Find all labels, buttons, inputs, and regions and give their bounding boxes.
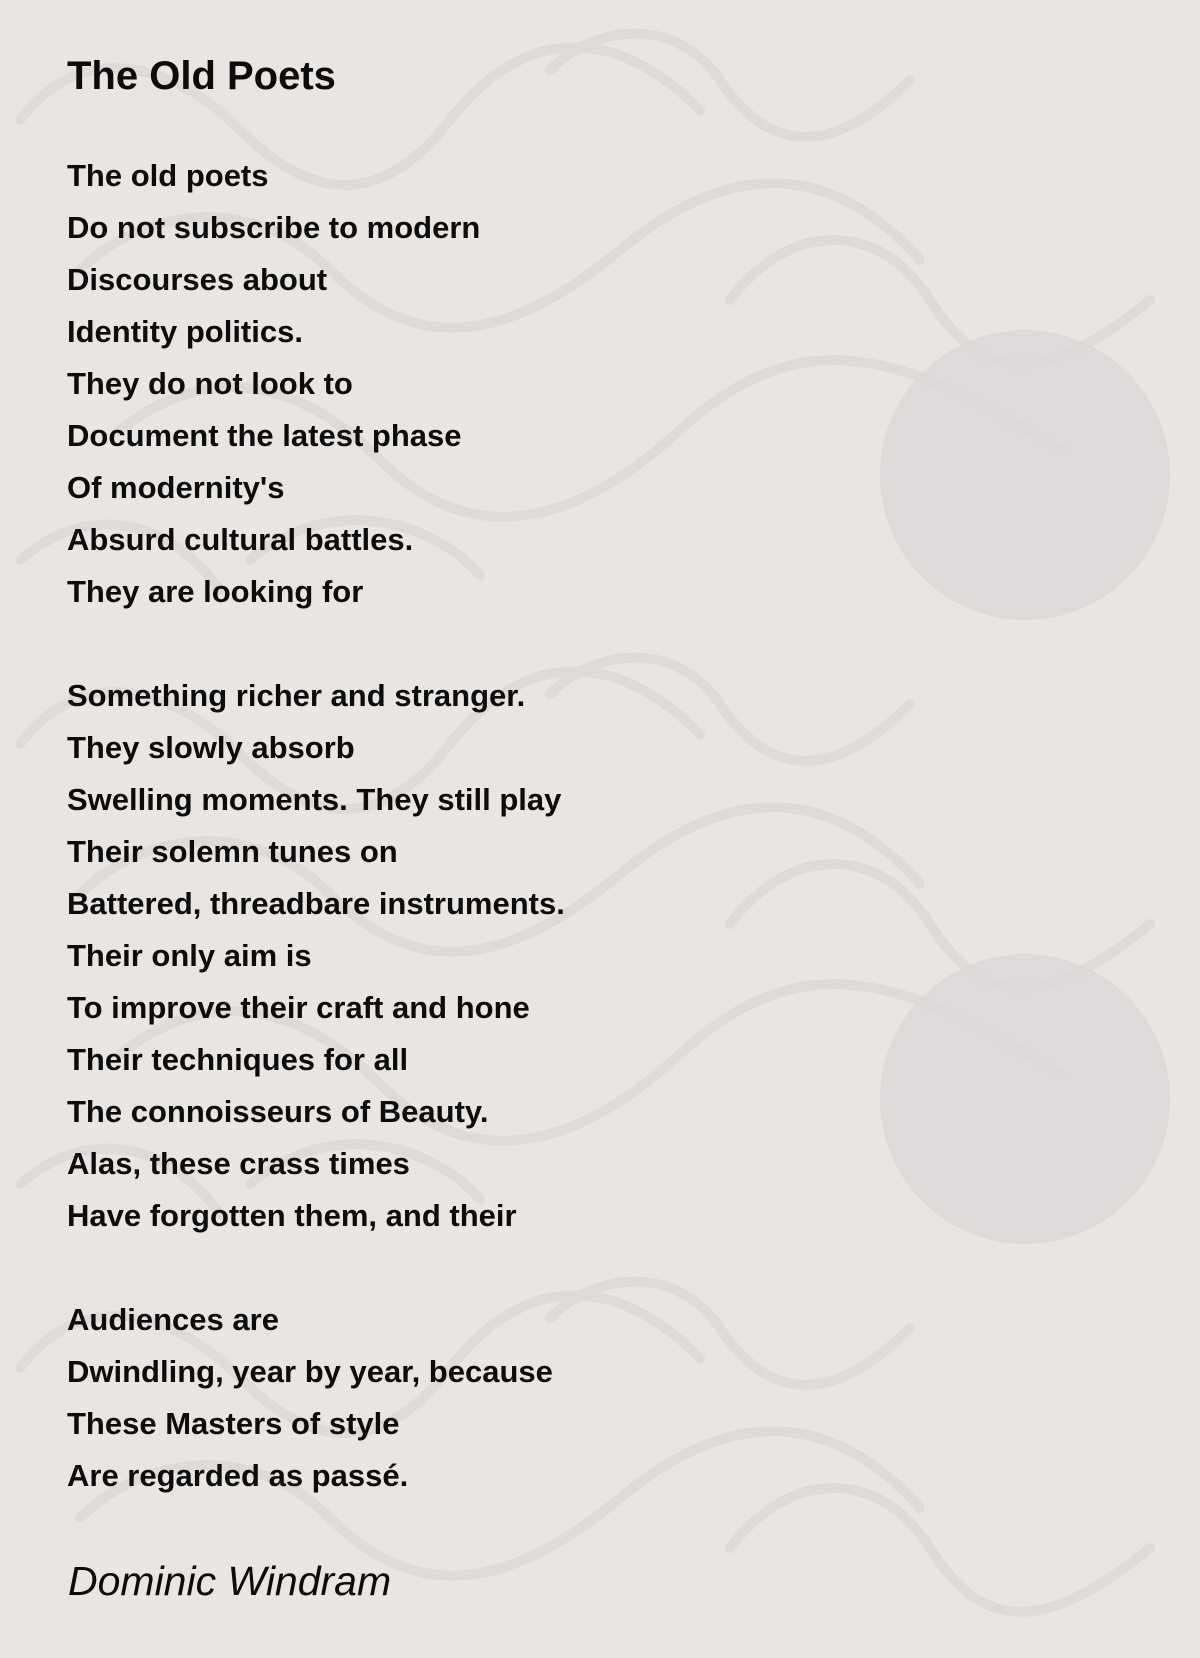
- poem-line: Swelling moments. They still play: [67, 782, 562, 817]
- poem-line: Are regarded as passé.: [67, 1458, 409, 1493]
- poem-line: Alas, these crass times: [67, 1146, 410, 1181]
- stanza-1: [67, 150, 1127, 618]
- poem-line: Battered, threadbare instruments.: [67, 886, 565, 921]
- stanza-2: [67, 670, 1127, 1242]
- poem-line: Of modernity's: [67, 470, 285, 505]
- poem-header: [67, 52, 1127, 100]
- poem-line: Document the latest phase: [67, 418, 462, 453]
- poem-line: Absurd cultural battles.: [67, 522, 414, 557]
- poem-title: The Old Poets: [67, 54, 336, 98]
- poem-line: They are looking for: [67, 574, 364, 609]
- poem-line: The old poets: [67, 158, 269, 193]
- poem-line: Their solemn tunes on: [67, 834, 398, 869]
- poem-line: Their only aim is: [67, 938, 312, 973]
- poem-line: Something richer and stranger.: [67, 678, 526, 713]
- poem-line: Do not subscribe to modern: [67, 210, 481, 245]
- poem-author: Dominic Windram: [68, 1558, 392, 1604]
- poem-line: Have forgotten them, and their: [67, 1198, 517, 1233]
- poem-line: The connoisseurs of Beauty.: [67, 1094, 489, 1129]
- poem-body: [67, 150, 1127, 1554]
- poem-line: Dwindling, year by year, because: [67, 1354, 553, 1389]
- poem-line: Identity politics.: [67, 314, 303, 349]
- poem-line: Their techniques for all: [67, 1042, 409, 1077]
- poem-line: These Masters of style: [67, 1406, 400, 1441]
- poem-line: They slowly absorb: [67, 730, 355, 765]
- poem-line: Audiences are: [67, 1302, 279, 1337]
- poem-line: They do not look to: [67, 366, 353, 401]
- stanza-3: [67, 1294, 1127, 1502]
- poem-line: To improve their craft and hone: [67, 990, 530, 1025]
- poem-line: Discourses about: [67, 262, 328, 297]
